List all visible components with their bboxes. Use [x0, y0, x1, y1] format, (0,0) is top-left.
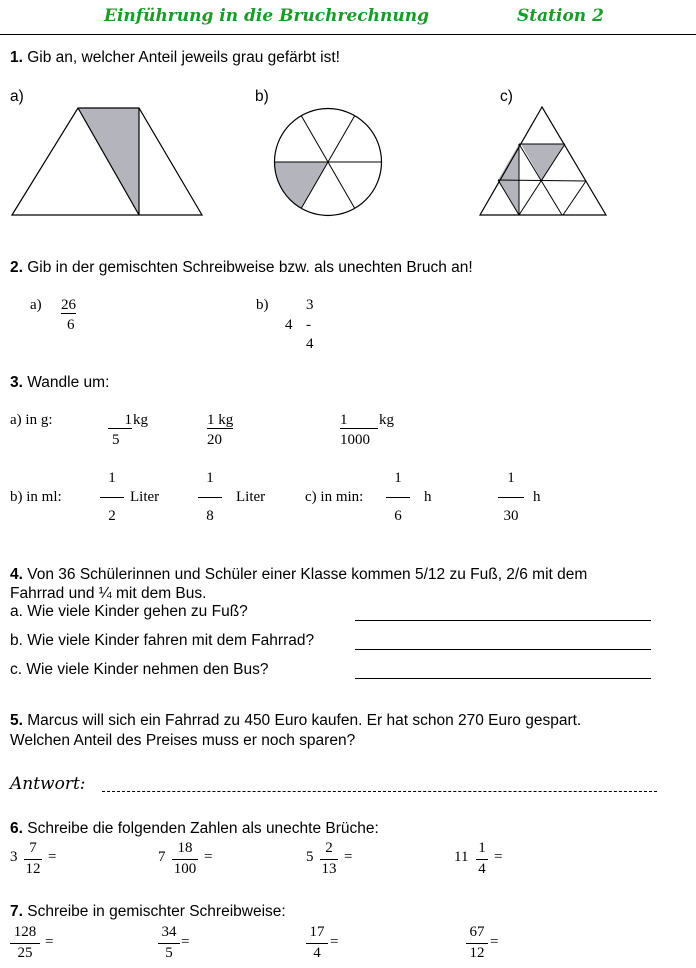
figure-b-shaded-sector [275, 162, 329, 208]
q3b-1-numerator: 1 [108, 470, 116, 486]
q7-2-equals: = [181, 934, 190, 950]
q6-2-whole: 7 [158, 849, 166, 865]
q3a-1-denominator: 5 [112, 432, 120, 448]
q3b-1-unit: Liter [130, 489, 160, 505]
q6-4-fraction-bar [476, 859, 488, 860]
q6-1-equals: = [48, 849, 57, 865]
q3a-1-unit: kg [133, 412, 148, 428]
q3c-2-numerator: 1 [507, 470, 515, 486]
q3a-3-numerator: 1 [340, 412, 378, 429]
figure-c-shaded-triangle-2 [498, 144, 519, 215]
q3c-2-fraction-bar [498, 497, 524, 498]
q1-label-a: a) [10, 88, 24, 105]
q1-text: Gib an, welcher Anteil jeweils grau gefärbt ist! [27, 49, 340, 66]
q6-3-whole: 5 [306, 849, 314, 865]
q7-2-denominator: 5 [165, 945, 173, 961]
q3c-1-unit: h [424, 489, 432, 505]
q3a-3-unit: kg [379, 412, 394, 428]
q7-1-numerator: 128 [13, 924, 37, 940]
q3a-2-denominator: 20 [207, 432, 222, 448]
q3-text: Wandle um: [27, 374, 110, 391]
q7-3-equals: = [330, 934, 339, 950]
q3b-1-fraction-bar [100, 497, 124, 498]
q6-1-fraction-bar [24, 859, 42, 860]
figure-b-circle [275, 109, 382, 216]
q3b-label: b) in ml: [10, 489, 62, 505]
q6-4-whole: 11 [454, 849, 469, 865]
q2-b-numerator: 3 [306, 297, 314, 313]
q6-1-denominator: 12 [25, 861, 41, 877]
q4-answer-line-b[interactable] [355, 649, 651, 650]
q3a-3-denominator: 1000 [340, 432, 370, 448]
q3-prompt [10, 374, 109, 392]
q6-2-denominator: 100 [173, 861, 197, 877]
q6-prompt [10, 820, 379, 838]
q3c-1-numerator: 1 [394, 470, 402, 486]
q3c-1-denominator: 6 [394, 508, 402, 524]
q6-1-whole: 3 [10, 849, 18, 865]
q6-2-equals: = [204, 849, 213, 865]
q7-2-numerator: 34 [161, 924, 177, 940]
q2-a-numerator: 26 [61, 297, 76, 313]
q1-label-b: b) [255, 88, 269, 105]
q6-1-numerator: 7 [29, 840, 37, 856]
figure-c-shaded-triangle-1 [521, 144, 565, 181]
q3a-1-numerator: 1 [108, 412, 132, 429]
q6-3-fraction-bar [320, 859, 338, 860]
q3c-1-fraction-bar [386, 497, 410, 498]
q2-label-b: b) [256, 297, 269, 313]
q3-number: 3. [10, 374, 23, 391]
q4-question-a: a. Wie viele Kinder gehen zu Fuß? [10, 603, 248, 620]
q5-answer-line[interactable] [102, 791, 657, 792]
q4-answer-line-a[interactable] [355, 620, 651, 621]
q7-prompt [10, 903, 286, 921]
q6-4-denominator: 4 [478, 861, 486, 877]
q2-text: Gib in der gemischten Schreibweise bzw. als unechten Bruch an! [27, 259, 473, 276]
q4-text-line1: Von 36 Schülerinnen und Schüler einer Klasse kommen 5/12 zu Fuß, 2/6 mit dem [27, 566, 588, 583]
q7-3-fraction-bar [306, 943, 328, 944]
q4-prompt-line1 [10, 566, 587, 584]
q1-label-c: c) [500, 88, 513, 105]
q3a-2-numerator: 1 kg [207, 412, 234, 428]
q3c-label: c) in min: [305, 489, 364, 505]
q6-2-fraction-bar [172, 859, 198, 860]
q7-4-fraction-bar [466, 943, 488, 944]
station-label: Station 2 [517, 6, 604, 26]
q7-3-numerator: 17 [309, 924, 325, 940]
q4-text-line2: Fahrrad und ¼ mit dem Bus. [10, 585, 207, 602]
q3b-2-numerator: 1 [206, 470, 214, 486]
q6-3-denominator: 13 [321, 861, 337, 877]
q2-number: 2. [10, 259, 23, 276]
q2-b-bar: - [306, 317, 311, 333]
q7-4-equals: = [490, 934, 499, 950]
q4-answer-line-c[interactable] [355, 678, 651, 679]
q5-text-line2: Welchen Anteil des Preises muss er noch sparen? [10, 732, 356, 749]
q6-4-equals: = [494, 849, 503, 865]
q7-4-numerator: 67 [469, 924, 485, 940]
q7-1-denominator: 25 [17, 945, 33, 961]
q7-4-denominator: 12 [469, 945, 485, 961]
q1-figures [0, 0, 696, 240]
q2-label-a: a) [30, 297, 42, 313]
q3c-2-denominator: 30 [503, 508, 519, 524]
figure-a-triangle [12, 108, 202, 215]
q2-prompt [10, 259, 473, 277]
q7-text: Schreibe in gemischter Schreibweise: [27, 903, 286, 920]
q7-2-fraction-bar [158, 943, 180, 944]
q7-3-denominator: 4 [313, 945, 321, 961]
q1-number: 1. [10, 49, 23, 66]
q4-question-b: b. Wie viele Kinder fahren mit dem Fahrrad? [10, 632, 315, 649]
q3b-2-denominator: 8 [206, 508, 214, 524]
q3b-2-fraction-bar [198, 497, 222, 498]
q3b-2-unit: Liter [236, 489, 266, 505]
q3b-1-denominator: 2 [108, 508, 116, 524]
q7-1-fraction-bar [10, 943, 40, 944]
q5-number: 5. [10, 712, 23, 729]
q7-number: 7. [10, 903, 23, 920]
q6-text: Schreibe die folgenden Zahlen als unechte Brüche: [27, 820, 379, 837]
q4-number: 4. [10, 566, 23, 583]
worksheet-title: Einführung in die Bruchrechnung [104, 6, 429, 26]
q6-3-equals: = [344, 849, 353, 865]
figure-c-triangle-grid [480, 107, 606, 215]
q6-2-numerator: 18 [177, 840, 193, 856]
q4-question-c: c. Wie viele Kinder nehmen den Bus? [10, 661, 269, 678]
q5-text-line1: Marcus will sich ein Fahrrad zu 450 Euro kaufen. Er hat schon 270 Euro gespart. [27, 712, 582, 729]
q6-4-numerator: 1 [478, 840, 486, 856]
q2-b-whole: 4 [285, 317, 293, 333]
q2-b-denominator: 4 [306, 336, 314, 352]
q5-prompt-line1 [10, 712, 581, 730]
q3a-label: a) in g: [10, 412, 53, 428]
q3c-2-unit: h [533, 489, 541, 505]
q2-a-denominator: 6 [67, 317, 75, 333]
q7-1-equals: = [45, 934, 54, 950]
q5-answer-label: Antwort: [10, 774, 86, 794]
q6-number: 6. [10, 820, 23, 837]
q6-3-numerator: 2 [325, 840, 333, 856]
